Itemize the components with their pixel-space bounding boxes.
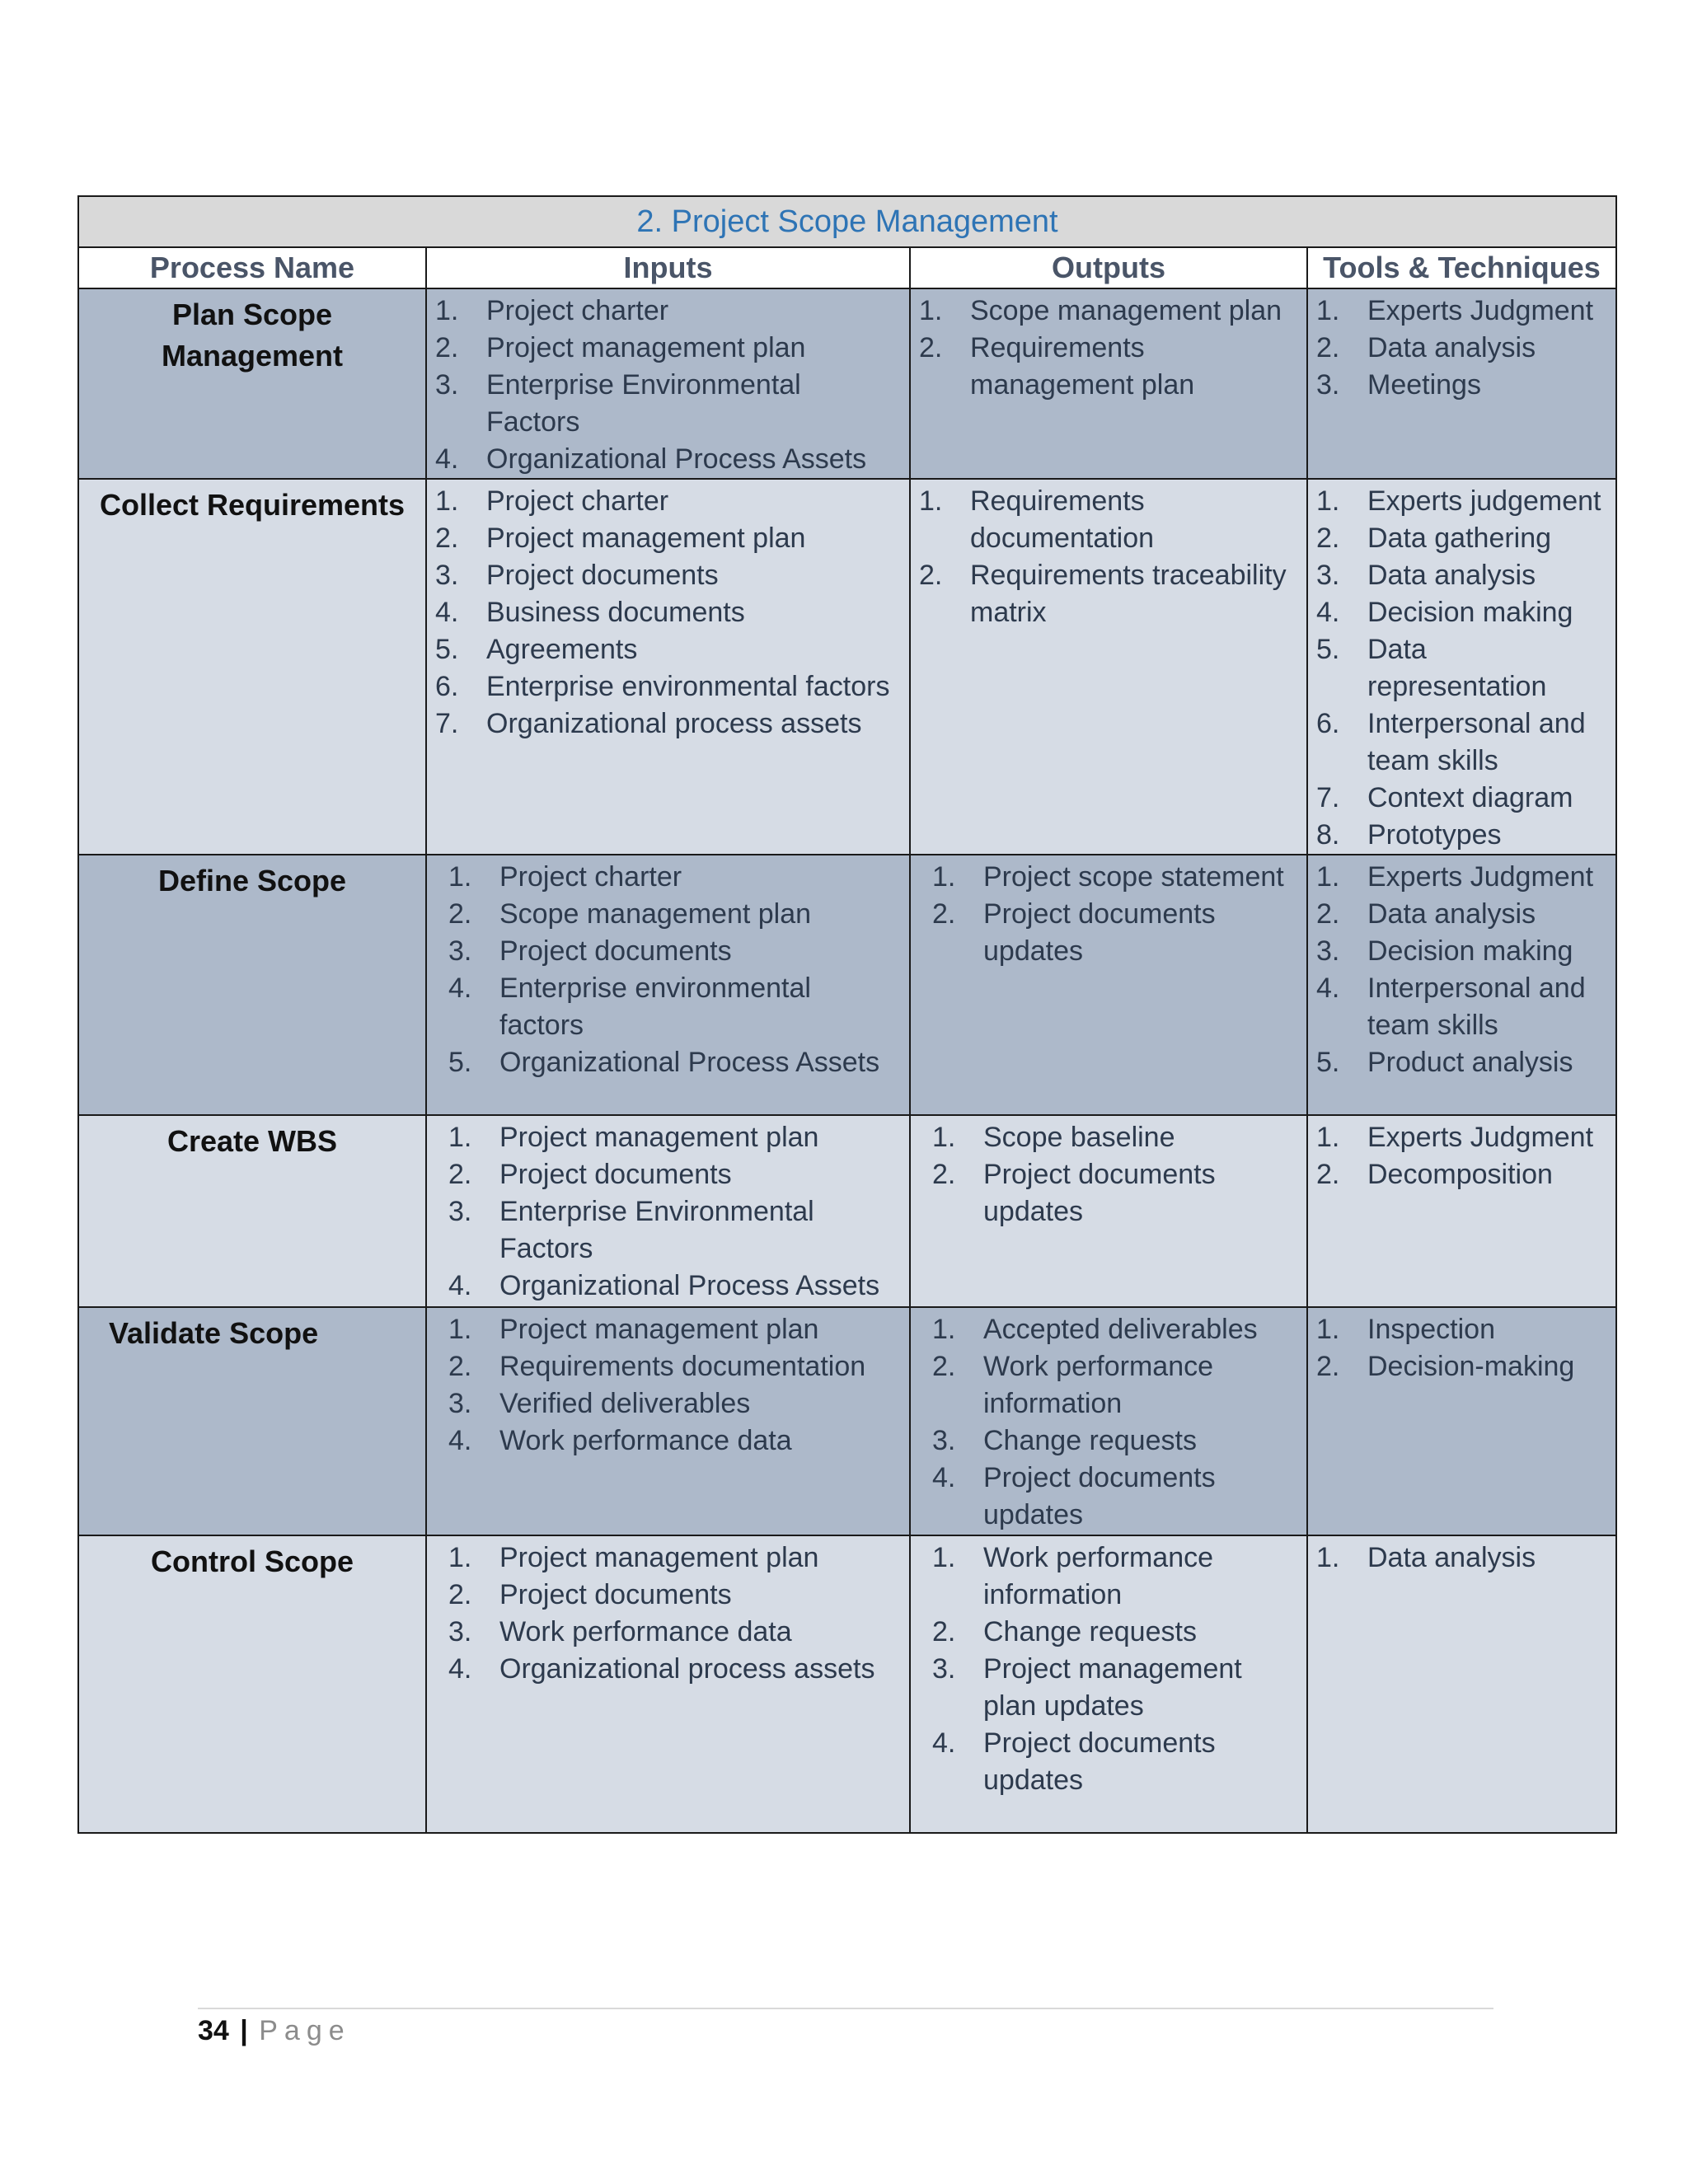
list-item: 1. Data analysis bbox=[1316, 1542, 1536, 1573]
list-item: 4. Project documents updates bbox=[932, 1727, 1216, 1796]
list-item: 1. Project management plan bbox=[448, 1314, 819, 1345]
header-inputs: Inputs bbox=[426, 247, 910, 288]
page-footer bbox=[198, 2011, 351, 2050]
outputs-list bbox=[911, 1119, 1300, 1230]
list-item: 2. Data analysis bbox=[1316, 332, 1536, 363]
list-item: 4. Business documents bbox=[435, 597, 745, 628]
process-name-cell bbox=[78, 1115, 426, 1307]
list-item: 4. Work performance data bbox=[448, 1425, 792, 1456]
list-item: 1. Scope management plan bbox=[919, 295, 1282, 326]
list-item: 4. Organizational process assets bbox=[448, 1653, 875, 1685]
list-item: 3. Project documents bbox=[435, 560, 719, 591]
process-name-cell bbox=[78, 479, 426, 855]
outputs-cell bbox=[910, 1307, 1307, 1535]
list-item: 5. Agreements bbox=[435, 634, 638, 665]
tools-cell bbox=[1307, 1115, 1616, 1307]
inputs-cell bbox=[426, 1535, 910, 1833]
page-number: 34 bbox=[198, 2015, 229, 2046]
outputs-list bbox=[911, 1540, 1300, 1799]
list-item: 1. Project charter bbox=[435, 295, 669, 326]
process-name: Validate Scope bbox=[109, 1316, 319, 1350]
tools-list bbox=[1308, 859, 1609, 1081]
list-item: 7. Context diagram bbox=[1316, 782, 1573, 813]
table-row bbox=[78, 479, 1616, 855]
inputs-list bbox=[427, 1540, 903, 1688]
list-item: 1. Requirements documentation bbox=[919, 485, 1155, 554]
tools-list bbox=[1308, 1311, 1609, 1385]
list-item: 1. Project charter bbox=[448, 861, 682, 893]
page-word: Page bbox=[259, 2015, 351, 2046]
list-item: 1. Project management plan bbox=[448, 1122, 819, 1153]
list-item: 2. Change requests bbox=[932, 1616, 1197, 1647]
list-item: 2. Project documents bbox=[448, 1159, 732, 1190]
list-item: 1. Inspection bbox=[1316, 1314, 1495, 1345]
process-name: Collect Requirements bbox=[99, 488, 406, 522]
table-row bbox=[78, 1535, 1616, 1833]
list-item: 1. Experts judgement bbox=[1316, 485, 1601, 517]
tools-cell bbox=[1307, 855, 1616, 1115]
list-item: 3. Decision making bbox=[1316, 935, 1573, 967]
list-item: 3. Project management plan updates bbox=[932, 1653, 1242, 1722]
page-separator: | bbox=[240, 2015, 248, 2046]
list-item: 2. Project documents updates bbox=[932, 1159, 1216, 1227]
inputs-list bbox=[427, 1119, 903, 1305]
table-title: 2. Project Scope Management bbox=[78, 196, 1616, 247]
list-item: 8. Prototypes bbox=[1316, 819, 1502, 851]
list-item: 1. Scope baseline bbox=[932, 1122, 1175, 1153]
list-item: 3. Data analysis bbox=[1316, 560, 1536, 591]
header-tools-techniques: Tools & Techniques bbox=[1307, 247, 1616, 288]
list-item: 7. Organizational process assets bbox=[435, 708, 862, 739]
list-item: 2. Work performance information bbox=[932, 1351, 1214, 1419]
list-item: 5. Product analysis bbox=[1316, 1047, 1573, 1078]
list-item: 2. Project management plan bbox=[435, 523, 806, 554]
tools-cell bbox=[1307, 1307, 1616, 1535]
outputs-cell bbox=[910, 288, 1307, 479]
list-item: 1. Project management plan bbox=[448, 1542, 819, 1573]
list-item: 2. Decision-making bbox=[1316, 1351, 1575, 1382]
tools-list bbox=[1308, 1540, 1609, 1577]
table-row bbox=[78, 1307, 1616, 1535]
process-name-cell bbox=[78, 1535, 426, 1833]
list-item: 1. Work performance information bbox=[932, 1542, 1214, 1610]
outputs-list bbox=[911, 293, 1300, 404]
outputs-cell bbox=[910, 479, 1307, 855]
list-item: 2. Data analysis bbox=[1316, 898, 1536, 930]
inputs-cell bbox=[426, 479, 910, 855]
tools-cell bbox=[1307, 1535, 1616, 1833]
list-item: 2. Project documents updates bbox=[932, 898, 1216, 967]
list-item: 4. Enterprise environmental factors bbox=[448, 972, 811, 1041]
outputs-list bbox=[911, 1311, 1300, 1534]
process-name: Define Scope bbox=[157, 864, 347, 898]
process-name-cell bbox=[78, 1307, 426, 1535]
tools-list bbox=[1308, 483, 1609, 854]
inputs-list bbox=[427, 859, 903, 1081]
list-item: 6. Interpersonal and team skills bbox=[1316, 708, 1586, 776]
inputs-cell bbox=[426, 855, 910, 1115]
tools-list bbox=[1308, 1119, 1609, 1193]
process-name-cell bbox=[78, 855, 426, 1115]
list-item: 2. Project management plan bbox=[435, 332, 806, 363]
list-item: 1. Accepted deliverables bbox=[932, 1314, 1258, 1345]
scope-management-table bbox=[77, 195, 1617, 1834]
process-name-cell bbox=[78, 288, 426, 479]
list-item: 2. Scope management plan bbox=[448, 898, 812, 930]
inputs-list bbox=[427, 293, 903, 478]
list-item: 1. Experts Judgment bbox=[1316, 295, 1594, 326]
list-item: 2. Requirements traceability matrix bbox=[919, 560, 1287, 628]
footer-divider bbox=[198, 2008, 1493, 2009]
header-outputs: Outputs bbox=[910, 247, 1307, 288]
inputs-cell bbox=[426, 288, 910, 479]
inputs-cell bbox=[426, 1307, 910, 1535]
list-item: 2. Project documents bbox=[448, 1579, 732, 1610]
process-name: Create WBS bbox=[166, 1124, 338, 1158]
list-item: 2. Requirements documentation bbox=[448, 1351, 866, 1382]
list-item: 4. Organizational Process Assets bbox=[448, 1270, 880, 1301]
process-name: Plan Scope Management bbox=[161, 298, 344, 373]
list-item: 1. Project charter bbox=[435, 485, 669, 517]
scope-management-table-wrapper bbox=[77, 195, 1615, 1826]
outputs-list bbox=[911, 483, 1300, 631]
inputs-list bbox=[427, 483, 903, 743]
list-item: 3. Work performance data bbox=[448, 1616, 792, 1647]
process-name: Control Scope bbox=[150, 1544, 354, 1578]
outputs-cell bbox=[910, 855, 1307, 1115]
list-item: 1. Project scope statement bbox=[932, 861, 1284, 893]
outputs-cell bbox=[910, 1535, 1307, 1833]
list-item: 5. Organizational Process Assets bbox=[448, 1047, 880, 1078]
list-item: 6. Enterprise environmental factors bbox=[435, 671, 890, 702]
list-item: 4. Interpersonal and team skills bbox=[1316, 972, 1586, 1041]
list-item: 3. Meetings bbox=[1316, 369, 1481, 401]
list-item: 2. Decomposition bbox=[1316, 1159, 1553, 1190]
inputs-list bbox=[427, 1311, 903, 1460]
list-item: 5. Data representation bbox=[1316, 634, 1547, 702]
list-item: 3. Verified deliverables bbox=[448, 1388, 751, 1419]
list-item: 4. Project documents updates bbox=[932, 1462, 1216, 1530]
inputs-cell bbox=[426, 1115, 910, 1307]
header-process-name: Process Name bbox=[78, 247, 426, 288]
list-item: 3. Change requests bbox=[932, 1425, 1197, 1456]
table-row bbox=[78, 288, 1616, 479]
list-item: 2. Data gathering bbox=[1316, 523, 1552, 554]
list-item: 4. Organizational Process Assets bbox=[435, 443, 867, 475]
list-item: 1. Experts Judgment bbox=[1316, 1122, 1594, 1153]
list-item: 3. Enterprise Environmental Factors bbox=[448, 1196, 814, 1264]
list-item: 3. Enterprise Environmental Factors bbox=[435, 369, 801, 438]
table-row bbox=[78, 855, 1616, 1115]
list-item: 3. Project documents bbox=[448, 935, 732, 967]
list-item: 4. Decision making bbox=[1316, 597, 1573, 628]
list-item: 1. Experts Judgment bbox=[1316, 861, 1594, 893]
table-row bbox=[78, 1115, 1616, 1307]
tools-list bbox=[1308, 293, 1609, 404]
outputs-list bbox=[911, 859, 1300, 970]
outputs-cell bbox=[910, 1115, 1307, 1307]
tools-cell bbox=[1307, 479, 1616, 855]
list-item: 2. Requirements management plan bbox=[919, 332, 1195, 401]
tools-cell bbox=[1307, 288, 1616, 479]
